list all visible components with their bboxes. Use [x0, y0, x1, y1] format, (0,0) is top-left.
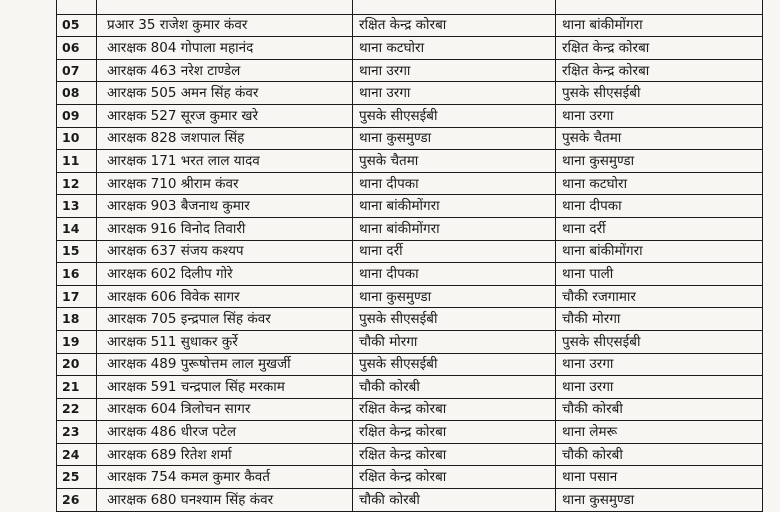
employee-name-cell: आरक्षक 171 भरत लाल यादव	[97, 150, 353, 173]
from-posting-cell	[353, 0, 556, 14]
from-posting-cell: रक्षित केन्द्र कोरबा	[353, 421, 556, 444]
employee-name-cell: आरक्षक 505 अमन सिंह कंवर	[97, 82, 353, 105]
employee-name-cell: आरक्षक 527 सूरज कुमार खरे	[97, 104, 353, 127]
table-row	[57, 127, 763, 150]
serial-number-cell: 07	[57, 59, 97, 82]
serial-number-cell: 15	[57, 240, 97, 263]
from-posting-cell: थाना दर्री	[353, 240, 556, 263]
table-row	[57, 398, 763, 421]
to-posting-cell: थाना दर्री	[556, 217, 763, 240]
from-posting-cell: थाना दीपका	[353, 172, 556, 195]
to-posting-cell: थाना उरगा	[556, 376, 763, 399]
employee-name-cell: आरक्षक 828 जशपाल सिंह	[97, 127, 353, 150]
employee-name-cell: आरक्षक 689 रितेश शर्मा	[97, 443, 353, 466]
table-row	[57, 353, 763, 376]
to-posting-cell: थाना पसान	[556, 466, 763, 489]
from-posting-cell: पुसके सीएसईबी	[353, 308, 556, 331]
to-posting-cell: पुसके सीएसईबी	[556, 82, 763, 105]
employee-name-cell: आरक्षक 463 नरेश टाण्डेल	[97, 59, 353, 82]
table-row	[57, 217, 763, 240]
employee-name-cell: प्रआर 35 राजेश कुमार कंवर	[97, 14, 353, 37]
serial-number-cell: 17	[57, 285, 97, 308]
from-posting-cell: थाना उरगा	[353, 82, 556, 105]
to-posting-cell: थाना बांकीमोंगरा	[556, 14, 763, 37]
employee-name-cell: आरक्षक 804 गोपाला महानंद	[97, 37, 353, 60]
table-row	[57, 376, 763, 399]
serial-number-cell: 14	[57, 217, 97, 240]
table-row	[57, 104, 763, 127]
table-row	[57, 195, 763, 218]
from-posting-cell: थाना कुसमुण्डा	[353, 127, 556, 150]
from-posting-cell: चौकी कोरबी	[353, 489, 556, 512]
from-posting-cell: थाना बांकीमोंगरा	[353, 217, 556, 240]
table-row	[57, 0, 763, 14]
from-posting-cell: रक्षित केन्द्र कोरबा	[353, 14, 556, 37]
to-posting-cell: रक्षित केन्द्र कोरबा	[556, 37, 763, 60]
to-posting-cell: चौकी कोरबी	[556, 443, 763, 466]
table-row	[57, 59, 763, 82]
serial-number-cell: 25	[57, 466, 97, 489]
from-posting-cell: थाना कुसमुण्डा	[353, 285, 556, 308]
employee-name-cell: आरक्षक 591 चन्द्रपाल सिंह मरकाम	[97, 376, 353, 399]
to-posting-cell: थाना बांकीमोंगरा	[556, 240, 763, 263]
to-posting-cell: रक्षित केन्द्र कोरबा	[556, 59, 763, 82]
from-posting-cell: थाना बांकीमोंगरा	[353, 195, 556, 218]
to-posting-cell: थाना उरगा	[556, 353, 763, 376]
table-row	[57, 443, 763, 466]
serial-number-cell: 21	[57, 376, 97, 399]
employee-name-cell: आरक्षक 602 दिलीप गोरे	[97, 263, 353, 286]
employee-name-cell: आरक्षक 637 संजय कश्यप	[97, 240, 353, 263]
serial-number-cell: 11	[57, 150, 97, 173]
employee-name-cell	[97, 0, 353, 14]
transfer-table	[56, 0, 763, 512]
serial-number-cell: 16	[57, 263, 97, 286]
employee-name-cell: आरक्षक 903 बैजनाथ कुमार	[97, 195, 353, 218]
to-posting-cell: थाना पाली	[556, 263, 763, 286]
employee-name-cell: आरक्षक 604 त्रिलोचन सागर	[97, 398, 353, 421]
table-row	[57, 14, 763, 37]
table-row	[57, 82, 763, 105]
from-posting-cell: थाना उरगा	[353, 59, 556, 82]
to-posting-cell: थाना लेमरू	[556, 421, 763, 444]
serial-number-cell: 09	[57, 104, 97, 127]
serial-number-cell: 22	[57, 398, 97, 421]
table-row	[57, 330, 763, 353]
table-row	[57, 172, 763, 195]
table-row	[57, 421, 763, 444]
from-posting-cell: चौकी मोरगा	[353, 330, 556, 353]
serial-number-cell: 13	[57, 195, 97, 218]
table-row	[57, 240, 763, 263]
table-row	[57, 489, 763, 512]
from-posting-cell: चौकी कोरबी	[353, 376, 556, 399]
to-posting-cell	[556, 0, 763, 14]
serial-number-cell: 12	[57, 172, 97, 195]
from-posting-cell: रक्षित केन्द्र कोरबा	[353, 398, 556, 421]
employee-name-cell: आरक्षक 916 विनोद तिवारी	[97, 217, 353, 240]
serial-number-cell: 05	[57, 14, 97, 37]
from-posting-cell: रक्षित केन्द्र कोरबा	[353, 443, 556, 466]
serial-number-cell: 10	[57, 127, 97, 150]
serial-number-cell: 24	[57, 443, 97, 466]
to-posting-cell: थाना उरगा	[556, 104, 763, 127]
table-row	[57, 466, 763, 489]
employee-name-cell: आरक्षक 486 धीरज पटेल	[97, 421, 353, 444]
from-posting-cell: पुसके सीएसईबी	[353, 353, 556, 376]
serial-number-cell: 18	[57, 308, 97, 331]
employee-name-cell: आरक्षक 754 कमल कुमार कैवर्त	[97, 466, 353, 489]
table-row	[57, 285, 763, 308]
table-row	[57, 263, 763, 286]
to-posting-cell: चौकी रजगामार	[556, 285, 763, 308]
to-posting-cell: पुसके सीएसईबी	[556, 330, 763, 353]
serial-number-cell: 23	[57, 421, 97, 444]
transfer-table-body	[57, 0, 763, 511]
to-posting-cell: चौकी मोरगा	[556, 308, 763, 331]
from-posting-cell: पुसके सीएसईबी	[353, 104, 556, 127]
to-posting-cell: थाना कुसमुण्डा	[556, 489, 763, 512]
from-posting-cell: पुसके चैतमा	[353, 150, 556, 173]
employee-name-cell: आरक्षक 680 घनश्याम सिंह कंवर	[97, 489, 353, 512]
serial-number-cell: 26	[57, 489, 97, 512]
table-row	[57, 308, 763, 331]
to-posting-cell: थाना कटघोरा	[556, 172, 763, 195]
serial-number-cell	[57, 0, 97, 14]
serial-number-cell: 19	[57, 330, 97, 353]
serial-number-cell: 08	[57, 82, 97, 105]
from-posting-cell: थाना दीपका	[353, 263, 556, 286]
employee-name-cell: आरक्षक 710 श्रीराम कंवर	[97, 172, 353, 195]
employee-name-cell: आरक्षक 489 पुरूषोत्तम लाल मुखर्जी	[97, 353, 353, 376]
from-posting-cell: थाना कटघोरा	[353, 37, 556, 60]
to-posting-cell: चौकी कोरबी	[556, 398, 763, 421]
serial-number-cell: 06	[57, 37, 97, 60]
table-row	[57, 150, 763, 173]
employee-name-cell: आरक्षक 606 विवेक सागर	[97, 285, 353, 308]
serial-number-cell: 20	[57, 353, 97, 376]
to-posting-cell: थाना कुसमुण्डा	[556, 150, 763, 173]
employee-name-cell: आरक्षक 511 सुधाकर कुर्रे	[97, 330, 353, 353]
table-row	[57, 37, 763, 60]
to-posting-cell: थाना दीपका	[556, 195, 763, 218]
from-posting-cell: रक्षित केन्द्र कोरबा	[353, 466, 556, 489]
to-posting-cell: पुसके चैतमा	[556, 127, 763, 150]
employee-name-cell: आरक्षक 705 इन्द्रपाल सिंह कंवर	[97, 308, 353, 331]
